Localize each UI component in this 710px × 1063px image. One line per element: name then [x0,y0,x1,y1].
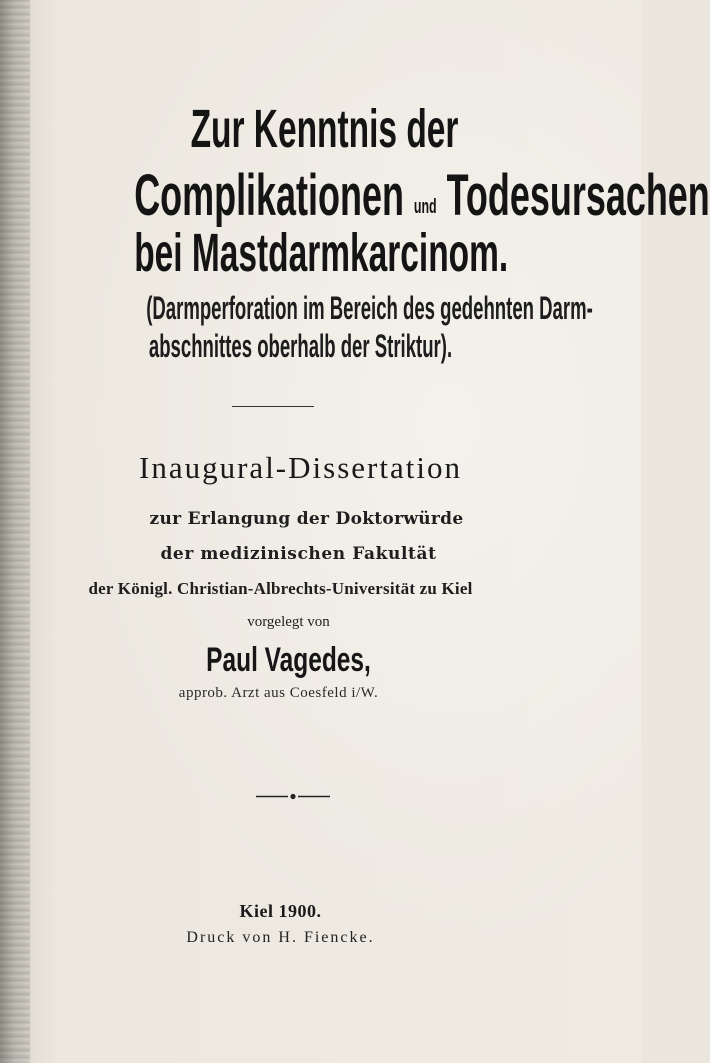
author-credentials: approb. Arzt aus Coesfeld i/W. [178,685,379,701]
title-word-und: und [413,196,437,219]
separator-rule [232,406,314,407]
subtitle-line-2: abschnittes oberhalb der Striktur). [148,328,453,364]
place-and-year: Kiel 1900. [239,901,322,921]
submitted-by-line: vorgelegt von [247,614,330,630]
title-line-3: bei Mastdarmkarcinom. [134,223,509,283]
title-line-2 [134,162,710,229]
university-line: der Königl. Christian-Albrechts-Universität zu Kiel [88,579,473,598]
dissertation-heading: Inaugural-Dissertation [139,450,462,485]
dissertation-line-1: zur Erlangung der Doktorwürde [149,509,464,529]
ornament-divider [256,793,330,800]
title-word-complikationen: Complikationen [134,163,404,228]
title-word-todesursachen: Todesursachen [446,163,710,228]
printer-line: Druck von H. Fiencke. [186,929,375,946]
dissertation-line-2: der medizinischen Fakultät [160,544,437,564]
author-name: Paul Vagedes, [206,641,371,679]
subtitle-line-1: (Darmperforation im Bereich des gedehnten Darm- [146,290,593,326]
title-line-1: Zur Kenntnis der [190,99,459,159]
